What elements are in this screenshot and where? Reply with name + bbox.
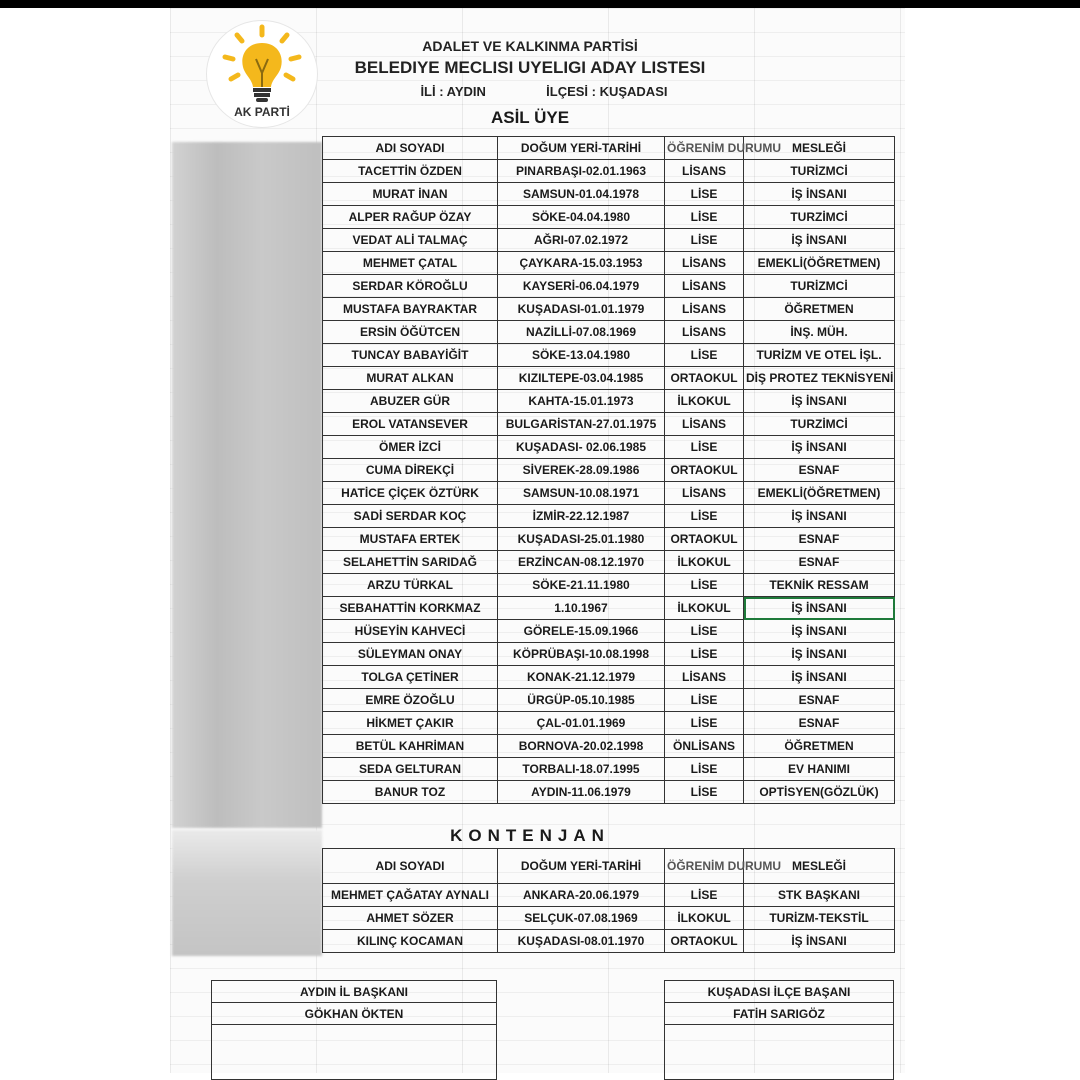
cell-birth[interactable]: ÇAYKARA-15.03.1953 (498, 252, 665, 275)
cell-birth[interactable]: KAYSERİ-06.04.1979 (498, 275, 665, 298)
cell-birth[interactable]: NAZİLLİ-07.08.1969 (498, 321, 665, 344)
cell-education[interactable]: ORTAOKUL (665, 528, 744, 551)
cell-name[interactable]: ABUZER GÜR (323, 390, 498, 413)
cell-profession[interactable]: ESNAF (744, 459, 895, 482)
cell-education[interactable]: ORTAOKUL (665, 459, 744, 482)
cell-birth[interactable]: KÖPRÜBAŞI-10.08.1998 (498, 643, 665, 666)
cell-name[interactable]: ARZU TÜRKAL (323, 574, 498, 597)
cell-profession[interactable]: TURZİMCİ (744, 413, 895, 436)
quota-header-profession: MESLEĞİ (744, 849, 895, 884)
cell-education[interactable]: LİSANS (665, 160, 744, 183)
party-name: ADALET VE KALKINMA PARTİSİ (422, 38, 638, 54)
cell-profession[interactable]: EMEKLİ(ÖĞRETMEN) (744, 482, 895, 505)
cell-name[interactable]: ÖMER İZCİ (323, 436, 498, 459)
cell-birth[interactable]: KAHTA-15.01.1973 (498, 390, 665, 413)
cell-profession[interactable]: İŞ İNSANI (744, 229, 895, 252)
table-row (323, 183, 895, 206)
cell-birth[interactable]: ÇAL-01.01.1969 (498, 712, 665, 735)
cell-education[interactable]: LİSE (665, 229, 744, 252)
table-row (323, 436, 895, 459)
cell-education[interactable]: LİSE (665, 620, 744, 643)
table-header-row (323, 137, 895, 160)
province-chair-signature (212, 1025, 497, 1080)
cell-birth[interactable]: KIZILTEPE-03.04.1985 (498, 367, 665, 390)
cell-education[interactable]: LİSE (665, 643, 744, 666)
district-label: İLÇESİ : KUŞADASI (546, 84, 668, 99)
cell-education[interactable]: LİSE (665, 344, 744, 367)
quota-row (323, 930, 895, 953)
cell-name[interactable]: SADİ SERDAR KOÇ (323, 505, 498, 528)
cell-education[interactable]: LİSE (665, 781, 744, 804)
cell-education[interactable]: LİSE (665, 758, 744, 781)
cell-education[interactable]: LİSANS (665, 413, 744, 436)
cell-profession[interactable]: İŞ İNSANI (744, 666, 895, 689)
district-chair-title: KUŞADASI İLÇE BAŞANI (665, 981, 894, 1003)
cell-name[interactable]: SEBAHATTİN KORKMAZ (323, 597, 498, 620)
location-line (320, 84, 740, 99)
table-row (323, 574, 895, 597)
top-bar (0, 0, 1080, 8)
province-chair-title: AYDIN İL BAŞKANI (212, 981, 497, 1003)
table-row (323, 528, 895, 551)
table-row (323, 620, 895, 643)
cell-birth[interactable]: 1.10.1967 (498, 597, 665, 620)
cell-education[interactable]: LİSE (665, 884, 744, 907)
quota-header-birth: DOĞUM YERİ-TARİHİ (498, 849, 665, 884)
cell-name[interactable]: KILINÇ KOCAMAN (323, 930, 498, 953)
cell-profession[interactable]: ESNAF (744, 712, 895, 735)
cell-name[interactable]: HİKMET ÇAKIR (323, 712, 498, 735)
cell-birth[interactable]: SAMSUN-10.08.1971 (498, 482, 665, 505)
lightbulb-icon (207, 21, 317, 105)
cell-education[interactable]: ORTAOKUL (665, 930, 744, 953)
list-title: BELEDIYE MECLISI UYELIGI ADAY LISTESI (354, 58, 706, 77)
cell-birth[interactable]: KUŞADASI-01.01.1979 (498, 298, 665, 321)
cell-profession[interactable]: EV HANIMI (744, 758, 895, 781)
cell-profession[interactable]: İŞ İNSANI (744, 643, 895, 666)
cell-name[interactable]: SÜLEYMAN ONAY (323, 643, 498, 666)
cell-name[interactable]: HATİCE ÇİÇEK ÖZTÜRK (323, 482, 498, 505)
cell-education[interactable]: LİSANS (665, 252, 744, 275)
section-main-title: ASİL ÜYE (490, 108, 570, 127)
cell-profession[interactable]: İŞ İNSANI (744, 390, 895, 413)
table-row (323, 735, 895, 758)
table-row (323, 275, 895, 298)
section-quota-title: KONTENJAN (450, 826, 610, 845)
cell-name[interactable]: AHMET SÖZER (323, 907, 498, 930)
cell-birth[interactable]: SİVEREK-28.09.1986 (498, 459, 665, 482)
cell-profession[interactable]: TEKNİK RESSAM (744, 574, 895, 597)
quota-header-row (323, 849, 895, 884)
table-row (323, 505, 895, 528)
cell-profession[interactable]: TURİZM-TEKSTİL (744, 907, 895, 930)
quota-row (323, 907, 895, 930)
cell-name[interactable]: BETÜL KAHRİMAN (323, 735, 498, 758)
cell-profession[interactable]: İŞ İNSANI (744, 930, 895, 953)
table-row (323, 160, 895, 183)
cell-name[interactable]: MUSTAFA ERTEK (323, 528, 498, 551)
cell-education[interactable]: LİSE (665, 712, 744, 735)
quota-members-table (322, 848, 895, 953)
cell-birth[interactable]: AĞRI-07.02.1972 (498, 229, 665, 252)
table-row (323, 459, 895, 482)
cell-name[interactable]: CUMA DİREKÇİ (323, 459, 498, 482)
cell-education[interactable]: LİSE (665, 436, 744, 459)
district-chair-signature (665, 1025, 894, 1080)
cell-education[interactable]: LİSE (665, 206, 744, 229)
cell-name[interactable]: ERSİN ÖĞÜTCEN (323, 321, 498, 344)
cell-name[interactable]: MURAT İNAN (323, 183, 498, 206)
redacted-column (172, 142, 322, 828)
cell-education[interactable]: LİSANS (665, 666, 744, 689)
cell-name[interactable]: TACETTİN ÖZDEN (323, 160, 498, 183)
cell-education[interactable]: LİSANS (665, 482, 744, 505)
cell-name[interactable]: MUSTAFA BAYRAKTAR (323, 298, 498, 321)
cell-profession[interactable]: OPTİSYEN(GÖZLÜK) (744, 781, 895, 804)
cell-birth[interactable]: ERZİNCAN-08.12.1970 (498, 551, 665, 574)
cell-education[interactable]: İLKOKUL (665, 551, 744, 574)
cell-birth[interactable]: SAMSUN-01.04.1978 (498, 183, 665, 206)
header-education: ÖĞRENİM DURUMU (665, 137, 744, 160)
cell-profession[interactable]: ESNAF (744, 689, 895, 712)
table-row (323, 666, 895, 689)
cell-name[interactable]: SERDAR KÖROĞLU (323, 275, 498, 298)
cell-name[interactable]: VEDAT ALİ TALMAÇ (323, 229, 498, 252)
cell-birth[interactable]: KUŞADASI- 02.06.1985 (498, 436, 665, 459)
cell-profession[interactable]: DİŞ PROTEZ TEKNİSYENİ (744, 367, 895, 390)
cell-birth[interactable]: İZMİR-22.12.1987 (498, 505, 665, 528)
cell-name[interactable]: EMRE ÖZOĞLU (323, 689, 498, 712)
cell-profession[interactable]: TURİZMCİ (744, 160, 895, 183)
province-label: İLİ : AYDIN (420, 84, 486, 99)
cell-education[interactable]: ORTAOKUL (665, 367, 744, 390)
cell-education[interactable]: LİSE (665, 183, 744, 206)
cell-birth[interactable]: GÖRELE-15.09.1966 (498, 620, 665, 643)
table-row (323, 206, 895, 229)
cell-profession[interactable]: ESNAF (744, 528, 895, 551)
cell-birth[interactable]: ANKARA-20.06.1979 (498, 884, 665, 907)
district-chair-name: FATİH SARIGÖZ (665, 1003, 894, 1025)
table-row (323, 643, 895, 666)
table-row (323, 252, 895, 275)
cell-education[interactable]: LİSANS (665, 321, 744, 344)
cell-name[interactable]: TOLGA ÇETİNER (323, 666, 498, 689)
table-row (323, 413, 895, 436)
cell-name[interactable]: TUNCAY BABAYİĞİT (323, 344, 498, 367)
cell-education[interactable]: LİSANS (665, 275, 744, 298)
header-name: ADI SOYADI (323, 137, 498, 160)
table-row (323, 758, 895, 781)
cell-profession[interactable]: İŞ İNSANI (744, 597, 895, 620)
cell-birth[interactable]: KONAK-21.12.1979 (498, 666, 665, 689)
cell-profession[interactable]: ÖĞRETMEN (744, 298, 895, 321)
quota-header-education: ÖĞRENİM DURUMU (665, 849, 744, 884)
logo-text: AK PARTİ (234, 105, 290, 119)
table-row (323, 390, 895, 413)
province-chair-name: GÖKHAN ÖKTEN (212, 1003, 497, 1025)
cell-birth[interactable]: AYDIN-11.06.1979 (498, 781, 665, 804)
cell-name[interactable]: ALPER RAĞUP ÖZAY (323, 206, 498, 229)
cell-birth[interactable]: PINARBAŞI-02.01.1963 (498, 160, 665, 183)
cell-birth[interactable]: SÖKE-21.11.1980 (498, 574, 665, 597)
table-row (323, 781, 895, 804)
cell-education[interactable]: LİSANS (665, 298, 744, 321)
table-row (323, 482, 895, 505)
cell-education[interactable]: ÖNLİSANS (665, 735, 744, 758)
cell-birth[interactable]: BORNOVA-20.02.1998 (498, 735, 665, 758)
cell-birth[interactable]: KUŞADASI-25.01.1980 (498, 528, 665, 551)
redacted-column-quota (172, 830, 322, 956)
cell-name[interactable]: EROL VATANSEVER (323, 413, 498, 436)
cell-education[interactable]: LİSE (665, 574, 744, 597)
table-row (323, 344, 895, 367)
cell-profession[interactable]: İNŞ. MÜH. (744, 321, 895, 344)
cell-education[interactable]: İLKOKUL (665, 907, 744, 930)
table-row (323, 712, 895, 735)
cell-name[interactable]: SEDA GELTURAN (323, 758, 498, 781)
cell-profession[interactable]: EMEKLİ(ÖĞRETMEN) (744, 252, 895, 275)
cell-birth[interactable]: BULGARİSTAN-27.01.1975 (498, 413, 665, 436)
table-row (323, 551, 895, 574)
cell-name[interactable]: MEHMET ÇAĞATAY AYNALI (323, 884, 498, 907)
cell-profession[interactable]: ÖĞRETMEN (744, 735, 895, 758)
cell-profession[interactable]: ESNAF (744, 551, 895, 574)
cell-name[interactable]: BANUR TOZ (323, 781, 498, 804)
cell-profession[interactable]: İŞ İNSANI (744, 436, 895, 459)
cell-birth[interactable]: KUŞADASI-08.01.1970 (498, 930, 665, 953)
cell-profession[interactable]: TURZİMCİ (744, 206, 895, 229)
table-row (323, 321, 895, 344)
cell-education[interactable]: LİSE (665, 689, 744, 712)
header-profession: MESLEĞİ (744, 137, 895, 160)
cell-birth[interactable]: SELÇUK-07.08.1969 (498, 907, 665, 930)
cell-education[interactable]: LİSE (665, 505, 744, 528)
quota-header-name: ADI SOYADI (323, 849, 498, 884)
cell-name[interactable]: SELAHETTİN SARIDAĞ (323, 551, 498, 574)
cell-birth[interactable]: SÖKE-13.04.1980 (498, 344, 665, 367)
cell-profession[interactable]: TURİZMCİ (744, 275, 895, 298)
table-row (323, 597, 895, 620)
main-members-table (322, 136, 895, 804)
table-row (323, 367, 895, 390)
cell-birth[interactable]: SÖKE-04.04.1980 (498, 206, 665, 229)
cell-name[interactable]: MEHMET ÇATAL (323, 252, 498, 275)
table-row (323, 229, 895, 252)
cell-name[interactable]: HÜSEYİN KAHVECİ (323, 620, 498, 643)
cell-profession[interactable]: İŞ İNSANI (744, 620, 895, 643)
cell-profession[interactable]: İŞ İNSANI (744, 505, 895, 528)
district-chair-box (664, 980, 894, 1080)
cell-profession[interactable]: STK BAŞKANI (744, 884, 895, 907)
cell-birth[interactable]: ÜRGÜP-05.10.1985 (498, 689, 665, 712)
cell-profession[interactable]: İŞ İNSANI (744, 183, 895, 206)
header-birth: DOĞUM YERİ-TARİHİ (498, 137, 665, 160)
cell-education[interactable]: İLKOKUL (665, 597, 744, 620)
cell-profession[interactable]: TURİZM VE OTEL İŞL. (744, 344, 895, 367)
quota-row (323, 884, 895, 907)
cell-birth[interactable]: TORBALI-18.07.1995 (498, 758, 665, 781)
table-row (323, 298, 895, 321)
province-chair-box (211, 980, 497, 1080)
party-logo (206, 20, 318, 128)
table-row (323, 689, 895, 712)
cell-education[interactable]: İLKOKUL (665, 390, 744, 413)
cell-name[interactable]: MURAT ALKAN (323, 367, 498, 390)
